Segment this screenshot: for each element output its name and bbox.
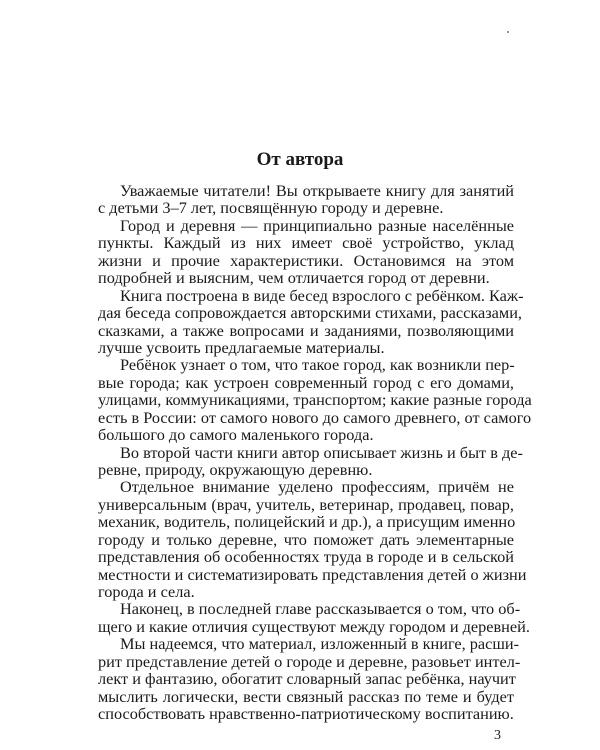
text-line: Город и деревня — принципиально разные населённые xyxy=(120,215,514,235)
text-line: подробней и выясним, чем отличается город от деревни. xyxy=(98,268,490,288)
text-line: лучше усвоить предлагаемые материалы. xyxy=(98,337,385,357)
print-speck xyxy=(507,31,509,33)
text-line: улицами, коммуникациями, транспортом; какие разные города xyxy=(98,390,532,410)
text-line: рит представление детей о городе и деревне, разовьет интел- xyxy=(98,651,521,671)
page-title: От автора xyxy=(256,149,344,170)
text-line: Уважаемые читатели! Вы открываете книгу для занятий xyxy=(120,181,514,200)
text-line: лект и фантазию, обогатит словарный запас ребёнка, научит xyxy=(98,669,516,689)
text-line: Книга построена в виде бесед взрослого с ребёнком. Каж- xyxy=(120,285,524,305)
text-line: Во второй части книги автор описывает жизнь и быт в де- xyxy=(120,442,523,462)
text-line: Отдельное внимание уделено профессиям, причём не xyxy=(120,477,514,497)
text-line: с детьми 3–7 лет, посвящённую городу и деревне. xyxy=(98,198,444,218)
text-line: сказками, а также вопросами и заданиями, позволяющими xyxy=(98,320,514,340)
text-line: дая беседа сопровождается авторскими стихами, рассказами, xyxy=(98,303,522,322)
text-line: мыслить логически, вести связный рассказ по теме и будет xyxy=(98,686,514,706)
text-line: Наконец, в последней главе рассказывается о том, что об- xyxy=(120,599,521,619)
text-line: пункты. Каждый из них имеет своё устройство, уклад xyxy=(98,233,514,253)
text-line: большого до самого маленького города. xyxy=(98,425,374,445)
text-line: городу и только деревне, что поможет дать элементарные xyxy=(98,529,514,549)
text-line: вые города; как устроен современный город с его домами, xyxy=(98,372,514,392)
text-line: города и села. xyxy=(98,582,195,601)
page-number: 3 xyxy=(494,728,501,743)
text-line: ревне, природу, окружающую деревню. xyxy=(98,459,373,479)
text-line: есть в России: от самого нового до самого древнего, от самого xyxy=(98,407,532,427)
text-line: представления об особенностях труда в городе и в сельской xyxy=(98,547,514,567)
text-line: Ребёнок узнает о том, что такое город, как возникли пер- xyxy=(120,355,515,375)
text-line: Мы надеемся, что материал, изложенный в книге, расши- xyxy=(120,634,520,654)
text-line: жизни и прочие характеристики. Остановимся на этом xyxy=(98,250,514,270)
text-line: механик, водитель, полицейский и др.), а присущим именно xyxy=(98,512,516,532)
text-line: местности и систематизировать представления детей о жизни xyxy=(98,564,527,584)
text-line: универсальным (врач, учитель, ветеринар, продавец, повар, xyxy=(98,494,514,514)
text-line: щего и какие отличия существуют между городом и деревней. xyxy=(98,616,530,636)
text-line: способствовать нравственно-патриотическому воспитанию. xyxy=(98,704,514,723)
